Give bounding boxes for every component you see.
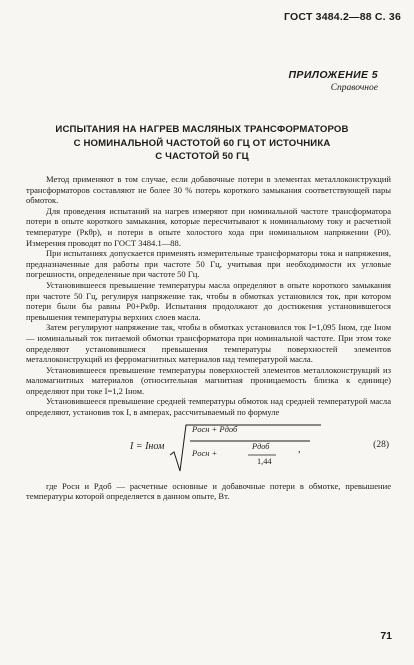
paragraph-definitions: где Pосн и Pдоб — расчетные основные и добавочные потери в обмотке, превышение температуры которой определяется в данном опыте, Вт.	[26, 480, 391, 502]
paragraph-oil-part-1: Установившееся превышение температуры масла определяют в опыте короткого замыкания при частоте 50 Гц, регулируя напряжение так, чтобы в обмотках установился ток, при котором потери были бы равны	[26, 279, 391, 312]
document-header	[284, 11, 401, 23]
paragraph-oil-temperature	[26, 280, 391, 322]
appendix-title: ПРИЛОЖЕНИЕ 5	[288, 69, 378, 81]
title-line-1: ИСПЫТАНИЯ НА НАГРЕВ МАСЛЯНЫХ ТРАНСФОРМАТОРОВ	[55, 124, 349, 135]
document-body	[26, 174, 391, 502]
symbol-sum-losses: P0+Pкθр	[126, 301, 158, 312]
formula-denominator: Pосн +	[192, 447, 218, 458]
formula-numerator: Pосн + Pдоб	[192, 423, 238, 434]
page-number: 71	[380, 630, 392, 642]
appendix-block	[288, 69, 378, 93]
paragraph-measurements-part-1: Для проведения испытаний на нагрев измеряют при номинальной частоте трансформатора потери в опыте короткого замыкания, которые пересчитывают к номинальному току и расчетной температуре (	[26, 205, 391, 237]
paragraph-measurements-part-2: ), и потери в опыте холостого хода при номинальном напряжении (	[96, 226, 377, 237]
paragraph-oil-part-2: . Испытания продолжают до достижения установившегося превышения температуры верхних слоев масла.	[26, 301, 391, 322]
paragraph-ferromagnetic: Затем регулируют напряжение так, чтобы в обмотках установился ток I=1,095 Iном, где Iном — номинальный ток питаемой обмотки трансформатора при номинальной частоте. При этом токе определяют установившиеся превышения температуры поверхностей элементов металлоконструкций из ферромагнитных материалов над температурой масла.	[26, 322, 391, 365]
title-line-2: С НОМИНАЛЬНОЙ ЧАСТОТОЙ 60 ГЦ ОТ ИСТОЧНИКА	[73, 137, 331, 149]
document-title	[20, 123, 384, 164]
formula-28	[26, 421, 391, 477]
appendix-subtitle: Справочное	[330, 83, 378, 93]
formula-inner-numerator: Pдоб	[252, 441, 270, 451]
paragraph-instruments: При испытаниях допускается применять измерительные трансформаторы тока и напряжения, предназначенные для работы при частоте 50 Гц, учитывая при необходимости их угловые погрешности, определенные при частоте 50 Гц.	[26, 248, 391, 280]
paragraph-measurements	[26, 206, 391, 248]
formula-lhs: I = Iном	[130, 440, 165, 452]
formula-number: (28)	[373, 439, 389, 450]
title-line-3: С ЧАСТОТОЙ 50 ГЦ	[155, 151, 249, 162]
paragraph-measurements-part-3: ). Измерения проводят по ГОСТ 3484.1—88.	[26, 226, 391, 248]
paragraph-winding-temperature: Установившееся превышение средней температуры обмоток над средней температурой масла определяют, установив ток I, в амперах, рассчитываемый по формуле	[26, 396, 391, 418]
standard-reference: ГОСТ 3484.2—88 С. 36	[284, 11, 401, 23]
symbol-pk-theta: Pкθр	[79, 226, 97, 237]
formula-comma: ,	[298, 443, 301, 455]
paragraph-low-magnetic: Установившееся превышение температуры поверхностей элементов металлоконструкций из маломагнитных материалов (относительная магнитная проницаемость близка к единице) определяют при токе I=1,2 Iном.	[26, 364, 391, 396]
formula-inner-denominator: 1,44	[257, 456, 272, 466]
paragraph-method: Метод применяют в том случае, если добавочные потери в элементах металлоконструкций трансформаторов составляют не более 30 % потерь короткого замыкания соответствующей пары обмоток.	[26, 174, 391, 206]
symbol-p0: P0	[376, 226, 387, 237]
